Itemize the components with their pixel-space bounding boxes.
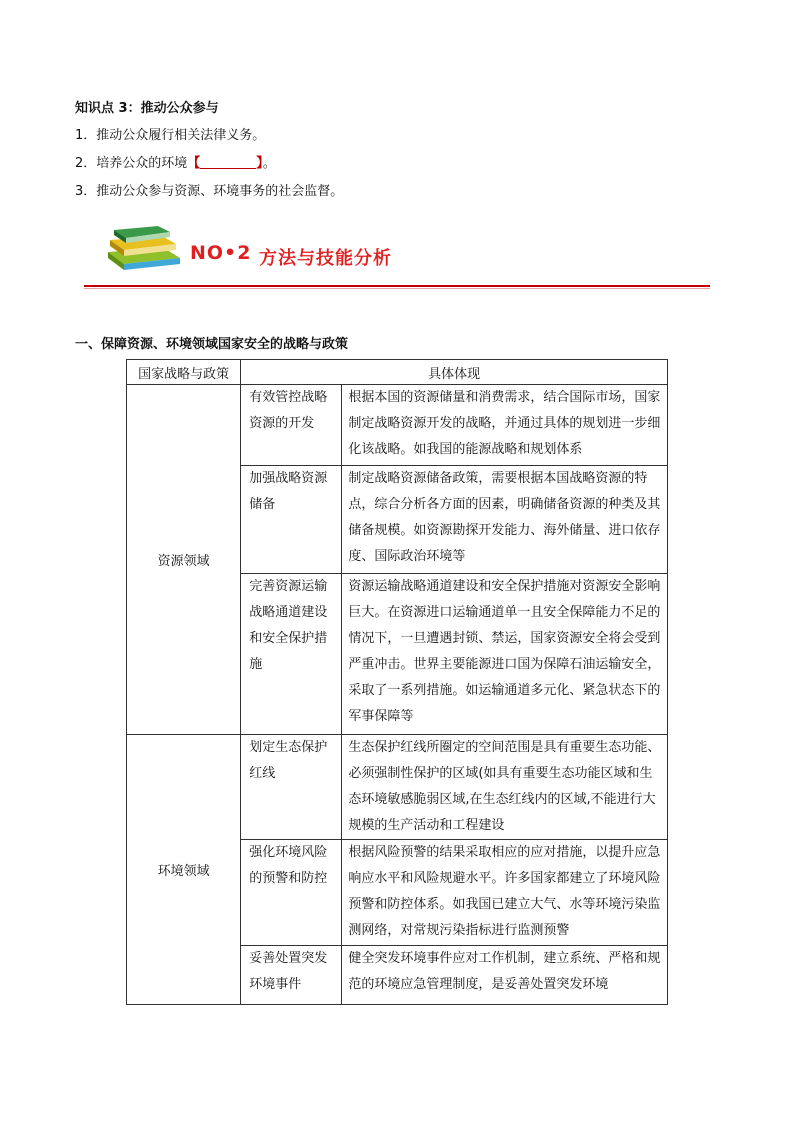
blank-open-bracket: 【 (187, 156, 201, 171)
table-row (127, 385, 668, 466)
strategy-cell: 完善资源运输战略通道建设和安全保护措施 (241, 574, 342, 735)
knowledge-point-title: 知识点 3：推动公众参与 (75, 101, 219, 116)
domain-cell: 环境领域 (127, 735, 241, 1005)
list-item (75, 152, 276, 171)
table-header-cell: 国家战略与政策 (127, 360, 241, 385)
divider (84, 285, 710, 287)
blank-line (200, 156, 256, 169)
domain-cell: 资源领域 (127, 385, 241, 735)
table-header-cell: 具体体现 (241, 360, 668, 385)
table-header-row (127, 360, 668, 385)
strategy-cell: 加强战略资源储备 (241, 466, 342, 574)
detail-cell: 健全突发环境事件应对工作机制，建立系统、严格和规范的环境应急管理制度，是妥善处置突发环境 (342, 946, 668, 1005)
detail-cell: 制定战略资源储备政策，需要根据本国战略资源的特点，综合分析各方面的因素，明确储备资源的种类及其储备规模。如资源勘探开发能力、海外储量、进口依存度、国际政治环境等 (342, 466, 668, 574)
list-item: 1．推动公众履行相关法律义务。 (75, 128, 266, 143)
strategy-cell: 有效管控战略资源的开发 (241, 385, 342, 466)
strategy-cell: 强化环境风险的预警和防控 (241, 840, 342, 946)
blank-close-bracket: 】 (256, 156, 263, 171)
list-item-text: 2．培养公众的环境 (75, 156, 188, 171)
books-icon (104, 222, 184, 272)
section-banner (84, 222, 710, 292)
strategy-cell: 妥善处置突发环境事件 (241, 946, 342, 1005)
table-row (127, 735, 668, 840)
strategy-table (126, 359, 668, 1005)
detail-cell: 根据本国的资源储量和消费需求，结合国际市场，国家制定战略资源开发的战略，并通过具体的规划进一步细化该战略。如我国的能源战略和规划体系 (342, 385, 668, 466)
detail-cell: 根据风险预警的结果采取相应的应对措施，以提升应急响应水平和风险规避水平。许多国家都建立了环境风险预警和防控体系。如我国已建立大气、水等环境污染监测网络，对常规污染指标进行监测预警 (342, 840, 668, 946)
list-item-suffix: 。 (262, 156, 276, 171)
strategy-cell: 划定生态保护红线 (241, 735, 342, 840)
banner-title: 方法与技能分析 (259, 248, 392, 269)
detail-cell: 资源运输战略通道建设和安全保护措施对资源安全影响巨大。在资源进口运输通道单一且安全保障能力不足的情况下，一旦遭遇封锁、禁运，国家资源安全将会受到严重冲击。世界主要能源进口国为保障石油运输安全，采取了一系列措施。如运输通道多元化、紧急状态下的军事保障等 (342, 574, 668, 735)
section-title: 一、保障资源、环境领域国家安全的战略与政策 (75, 337, 349, 352)
list-item: 3．推动公众参与资源、环境事务的社会监督。 (75, 184, 344, 199)
divider (84, 288, 710, 289)
detail-cell: 生态保护红线所圈定的空间范围是具有重要生态功能、必须强制性保护的区域(如具有重要生态功能区域和生态环境敏感脆弱区域,在生态红线内的区域,不能进行大规模的生产活动和工程建设 (342, 735, 668, 840)
banner-number: NO•2 (190, 242, 252, 264)
fill-blank[interactable] (187, 156, 263, 171)
